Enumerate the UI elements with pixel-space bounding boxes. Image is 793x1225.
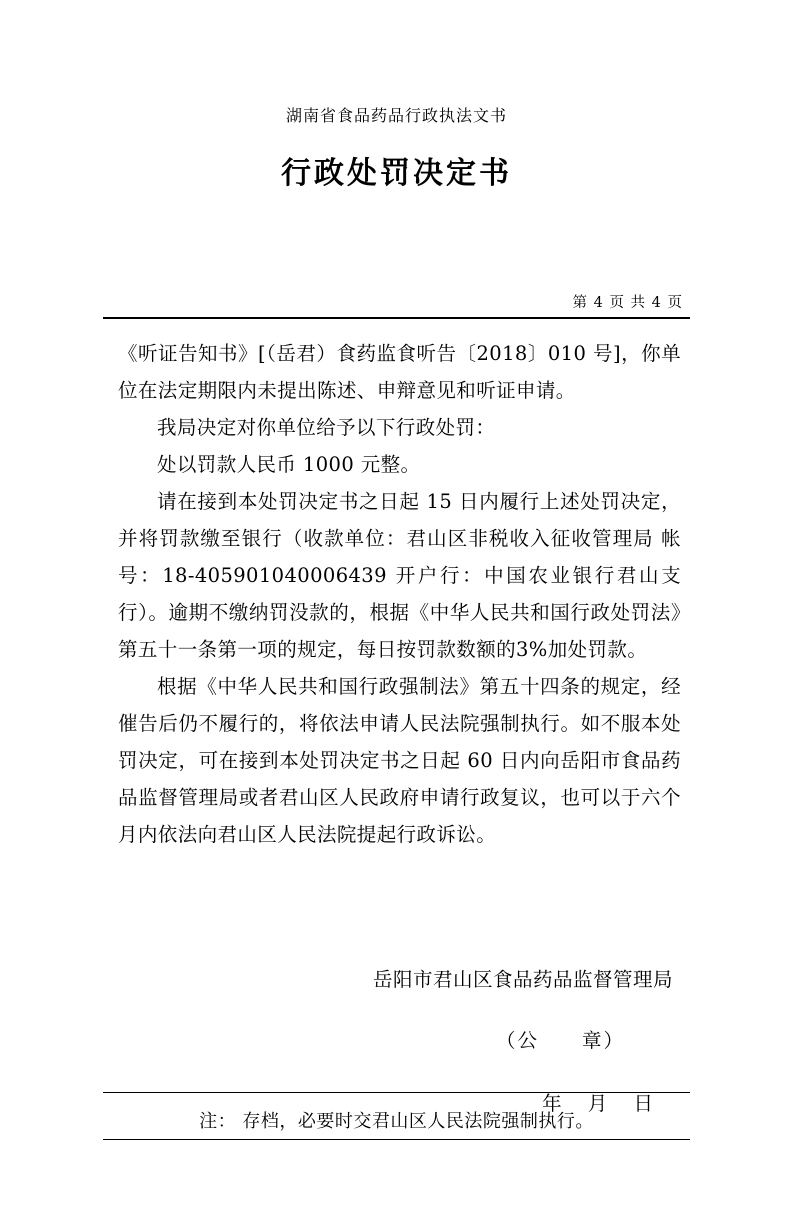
document-page: [0, 103, 793, 1225]
header-divider: [103, 317, 690, 319]
footer-divider-bottom: [103, 1139, 690, 1140]
document-body: [118, 335, 681, 853]
footer-note-label: 注：: [199, 1111, 237, 1132]
footer-note: [103, 1103, 690, 1137]
footer-divider-top: [103, 1092, 690, 1093]
date-placeholder: 年 月 日: [542, 1092, 663, 1115]
signature-block: [118, 961, 681, 1122]
paragraph-2: 我局决定对你单位给予以下行政处罚：: [157, 416, 496, 439]
document-subtitle: 湖南省食品药品行政执法文书: [285, 106, 507, 125]
paragraph-3: 处以罚款人民币 1000 元整。: [157, 453, 421, 476]
paragraph-4: 请在接到本处罚决定书之日起 15 日内履行上述处罚决定，并将罚款缴至银行（收款单位：君山区非税收入征收管理局 帐号：18-405901040006439 开户行：中国农业银行君山支行）。逾期不缴纳罚没款的，根据《中华人民共和国行政处罚法》第五十一条第一项的规定，每日按罚款数额的3%加处罚款。: [118, 490, 681, 661]
page-indicator: 第 4 页 共 4 页: [572, 295, 683, 311]
page-title: 行政处罚决定书: [281, 156, 512, 191]
footer-note-text: 存档，必要时交君山区人民法院强制执行。: [242, 1111, 594, 1132]
seal-placeholder: （公 章）: [495, 1029, 625, 1052]
paragraph-1: 《听证告知书》[（岳君）食药监食听告〔2018〕010 号]，你单位在法定期限内未提出陈述、申辩意见和听证申请。: [118, 342, 681, 402]
paragraph-5: 根据《中华人民共和国行政强制法》第五十四条的规定，经催告后仍不履行的，将依法申请人民法院强制执行。如不服本处罚决定，可在接到本处罚决定书之日起 60 日内向岳阳市食品药品监督管理局或者君山区人民政府申请行政复议，也可以于六个月内依法向君山区人民法院提起行政诉讼。: [118, 675, 681, 846]
issuing-agency: 岳阳市君山区食品药品监督管理局: [372, 968, 673, 991]
